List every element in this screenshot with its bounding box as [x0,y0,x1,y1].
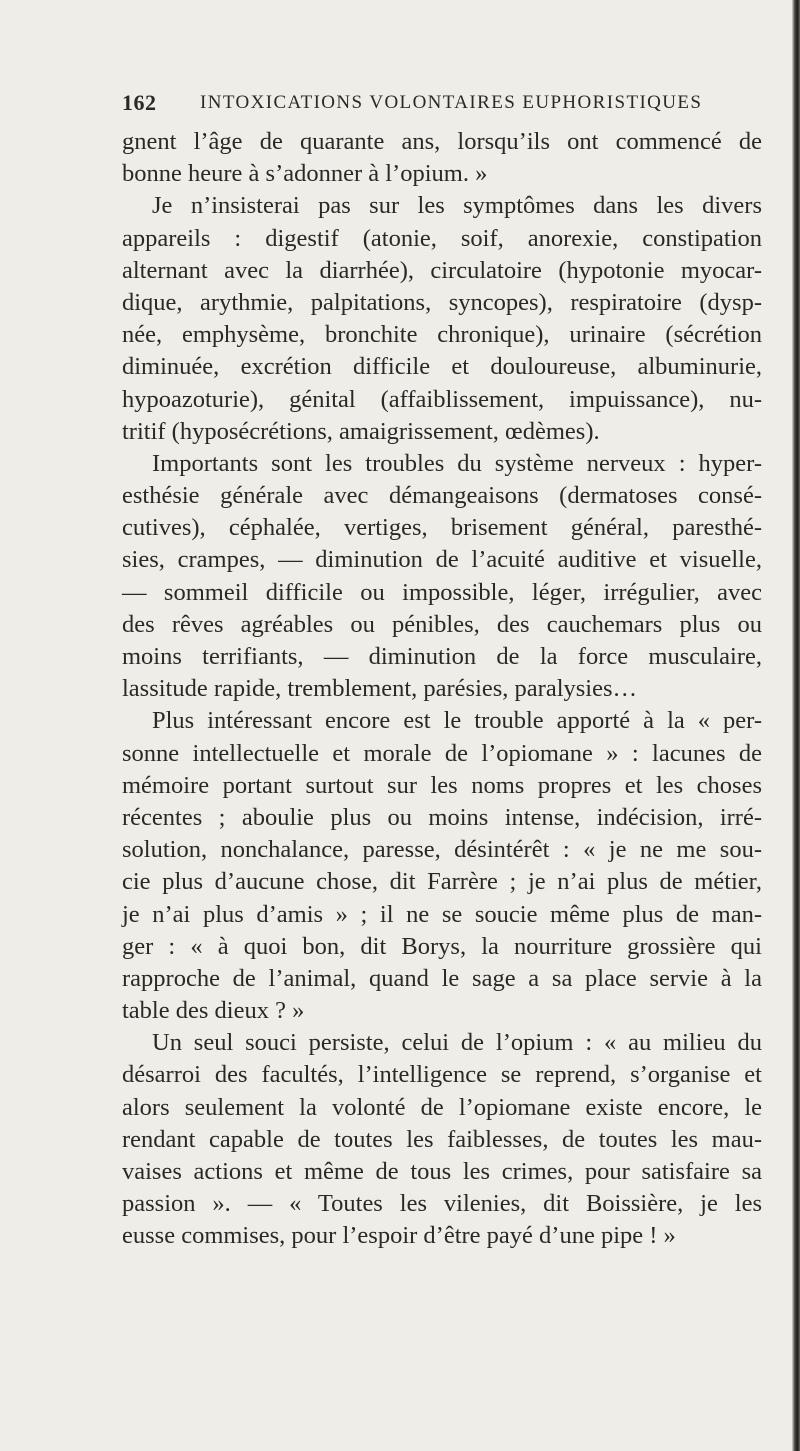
text-line: table des dieux ? » [122,997,305,1025]
text-line: diminuée, excrétion difficile et douloureuse, albuminurie, [122,353,762,381]
text-line: solution, nonchalance, paresse, désintérêt : « je ne me sou- [122,836,762,864]
text-line: cutives), céphalée, vertiges, brisement général, paresthé- [122,514,762,542]
text-line: désarroi des facultés, l’intelligence se reprend, s’organise et [122,1061,762,1089]
text-line: dique, arythmie, palpitations, syncopes), respiratoire (dysp- [122,288,762,316]
text-line: rapproche de l’animal, quand le sage a sa place servie à la [122,964,762,992]
page-edge-shadow [792,0,800,1451]
page-header [122,88,762,122]
text-line: alternant avec la diarrhée), circulatoire (hypotonie myocar- [122,256,762,284]
text-line: Plus intéressant encore est le trouble apporté à la « per- [152,707,762,735]
text-line: eusse commises, pour l’espoir d’être payé d’une pipe ! » [122,1222,676,1250]
text-line: sonne intellectuelle et morale de l’opiomane » : lacunes de [122,739,762,767]
text-line: née, emphysème, bronchite chronique), urinaire (sécrétion [122,321,762,349]
text-line: Importants sont les troubles du système nerveux : hyper- [152,449,762,477]
text-line: moins terrifiants, — diminution de la force musculaire, [122,643,762,670]
running-title: INTOXICATIONS VOLONTAIRES EUPHORISTIQUES [200,92,703,113]
text-line: alors seulement la volonté de l’opiomane existe encore, le [122,1093,762,1121]
text-line: rendant capable de toutes les faiblesses, de toutes les mau- [122,1125,762,1153]
text-line: sies, crampes, — diminution de l’acuité auditive et visuelle, [122,546,762,574]
text-line: bonne heure à s’adonner à l’opium. » [122,160,488,188]
text-line: ger : « à quoi bon, dit Borys, la nourriture grossière qui [122,932,762,960]
text-line: hypoazoturie), génital (affaiblissement, impuissance), nu- [122,385,762,413]
text-line: cie plus d’aucune chose, dit Farrère ; je n’ai plus de métier, [122,868,762,896]
text-line: lassitude rapide, tremblement, parésies, paralysies… [122,675,638,703]
text-line: Je n’insisterai pas sur les symptômes dans les divers [152,192,762,220]
text-line: appareils : digestif (atonie, soif, anorexie, constipation [122,224,762,252]
text-line: — sommeil difficile ou impossible, léger, irrégulier, avec [122,578,762,606]
text-line: passion ». — « Toutes les vilenies, dit Boissière, je les [122,1190,762,1218]
text-line: tritif (hyposécrétions, amaigrissement, œdèmes). [122,417,600,445]
text-line: je n’ai plus d’amis » ; il ne se soucie même plus de man- [122,900,762,928]
text-line: vaises actions et même de tous les crimes, pour satisfaire sa [122,1158,762,1185]
text-line: gnent l’âge de quarante ans, lorsqu’ils ont commencé de [122,128,762,155]
page-number: 162 [122,90,157,115]
text-line: mémoire portant surtout sur les noms propres et les choses [122,771,762,799]
text-line: des rêves agréables ou pénibles, des cauchemars plus ou [122,610,762,638]
text-line: récentes ; aboulie plus ou moins intense, indécision, irré- [122,803,762,831]
body-text [122,126,762,1253]
text-line: Un seul souci persiste, celui de l’opium : « au milieu du [152,1029,762,1057]
text-line: esthésie générale avec démangeaisons (dermatoses consé- [122,482,762,510]
